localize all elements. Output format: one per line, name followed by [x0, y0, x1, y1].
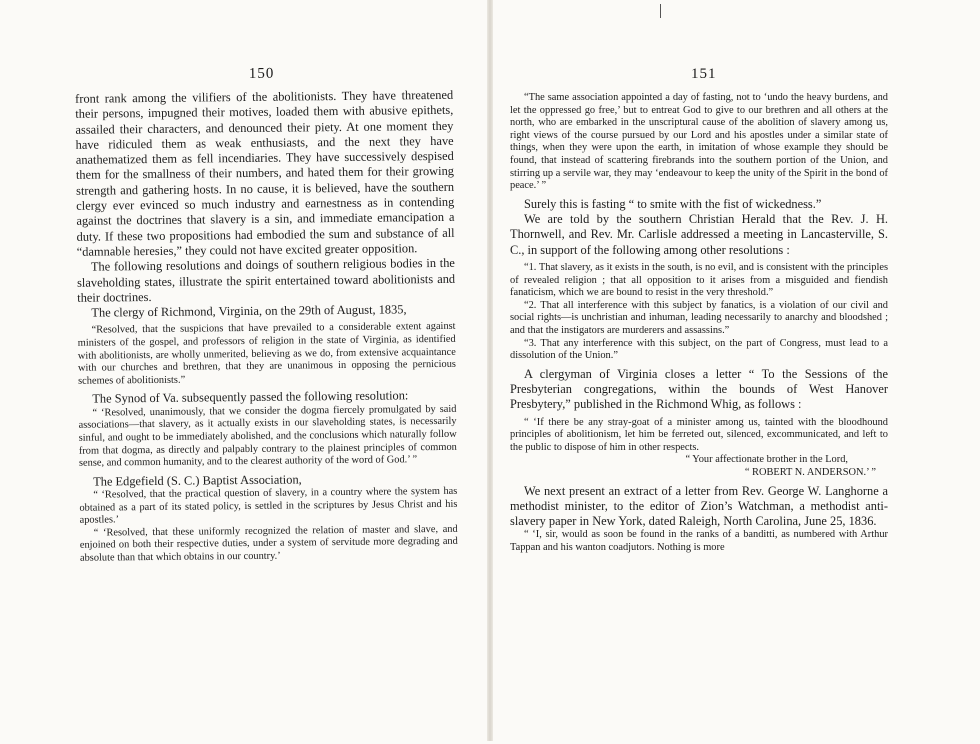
quote: “2. That all interference with this subject by fanatics, is a violation of our civil and social rights—is unchristian and inhuman, leading necessarily to anarchy and bloodshed ; and that the instigators are murderers and assassins.” [510, 299, 888, 336]
right-page-number: 151 [691, 66, 717, 82]
paragraph: Surely this is fasting “ to smite with the fist of wickedness.” [524, 196, 822, 211]
paragraph: The following resolutions and doings of southern religious bodies in the slaveholding states, illustrate the spirit entertained toward abolitionists and their doctrines. [76, 256, 456, 305]
paragraph: We next present an extract of a letter from Rev. George W. Langhorne a methodist minister, to the editor of Zion’s Watchman, a methodist anti-slavery paper in New York, dated Raleigh, North Carolina, June 25, 1836. [510, 483, 888, 529]
quote: “ ‘If there be any stray-goat of a minister among us, tainted with the bloodhound principles of abolitionism, let him be ferreted out, silenced, excommunicated, and left to the public to dispose of him in other respects. [510, 416, 888, 453]
right-page [490, 0, 980, 741]
right-page-text [510, 92, 888, 555]
paragraph: A clergyman of Virginia closes a letter “ To the Sessions of the Presbyterian congregations, within the bounds of West Hanover Presbytery,” published in the Richmond Whig, as follows : [510, 366, 888, 412]
paragraph: The clergy of Richmond, Virginia, on the 29th of August, 1835, [91, 302, 407, 320]
quote: “ ‘I, sir, would as soon be found in the ranks of a banditti, as numbered with Arthur Tappan and his wanton coadjutors. Nothing is more [510, 529, 888, 554]
quote: “ ‘Resolved, that the practical question of slavery, in a country where the system has obtained as a part of its stated policy, is settled in the scriptures by Jesus Christ and his apostles.’ [79, 485, 458, 526]
quote: “3. That any interference with this subject, on the part of Congress, must lead to a dissolution of the Union.” [510, 337, 888, 362]
quote: “Resolved, that the suspicions that have prevailed to a considerable extent against ministers of the gospel, and professors of religion in the state of Virginia, as identified with abolitionists, are wholly unmerited, believing as we do, from extensive acquaintance with our churches and brethren, that they are unanimous in opposing the pernicious schemes of abolitionists.” [77, 321, 457, 387]
quote: “The same association appointed a day of fasting, not to ‘undo the heavy burdens, and let the oppressed go free,’ but to entreat God to give to our brethren and all others at the north, who are embarked in the unscriptural cause of the abolition of slavery among us, right views of the course pursued by our Lord and his apostles under a similar state of things, when they were upon the earth, in imitation of whose example they should be found, that instead of scattering firebrands into the southern portion of the Union, and stirring up a servile war, they may ‘endeavour to keep the unity of the Spirit in the bond of peace.’ ” [510, 92, 888, 192]
letter-signature: “ ROBERT N. ANDERSON.’ ” [744, 466, 876, 478]
paragraph: The Synod of Va. subsequently passed the following resolution: [92, 388, 409, 407]
quote: “1. That slavery, as it exists in the south, is no evil, and is consistent with the principles of revealed religion ; that all opposition to it arises from a misguided and fiendish fanaticism, which we are bound to resist in the very threshold.” [510, 261, 888, 299]
quote: “ ‘Resolved, that these uniformly recognized the relation of master and slave, and enjoined on both their respective duties, under a system of servitude more degrading and absolute than that which obtains in our country.’ [79, 523, 458, 564]
paragraph: We are told by the southern Christian Herald that the Rev. J. H. Thornwell, and Rev. Mr. Carlisle addressed a meeting in Lancasterville, S. C., in support of the following among other resolutions : [510, 212, 888, 257]
left-page-number: 150 [248, 65, 275, 82]
left-page-text [75, 88, 458, 565]
paragraph: front rank among the vilifiers of the abolitionists. They have threatened their persons, impugned their motives, loaded them with abusive epithets, assailed their characters, and denounced their piety. At one moment they have ridiculed them as weak enthusiasts, and the next they have anathematized them as fell incendiaries. They have successively despised them for the smallness of their numbers, and hated them for their growing strength and gathering hosts. In no cause, it is believed, have the southern clergy ever evinced so much industry and earnestness as in contending against the doctrines that slavery is a sin, and immediate emancipation a duty. If these two propositions had embodied the sum and substance of all “damnable heresies,” they could not have excited greater opposition. [75, 87, 455, 259]
letter-closing: “ Your affectionate brother in the Lord, [685, 454, 848, 466]
quote: “ ‘Resolved, unanimously, that we consider the dogma fiercely promulgated by said associations—that slavery, as it actually exists in our slaveholding states, is necessarily sinful, and ought to be immediately abolished, and the conclusions which naturally follow from that dogma, as directly and palpably contrary to the plainest principles of common sense, and common humanity, and to the clearest authority of the word of God.’ ” [78, 403, 457, 469]
paragraph: The Edgefield (S. C.) Baptist Association, [93, 472, 302, 489]
